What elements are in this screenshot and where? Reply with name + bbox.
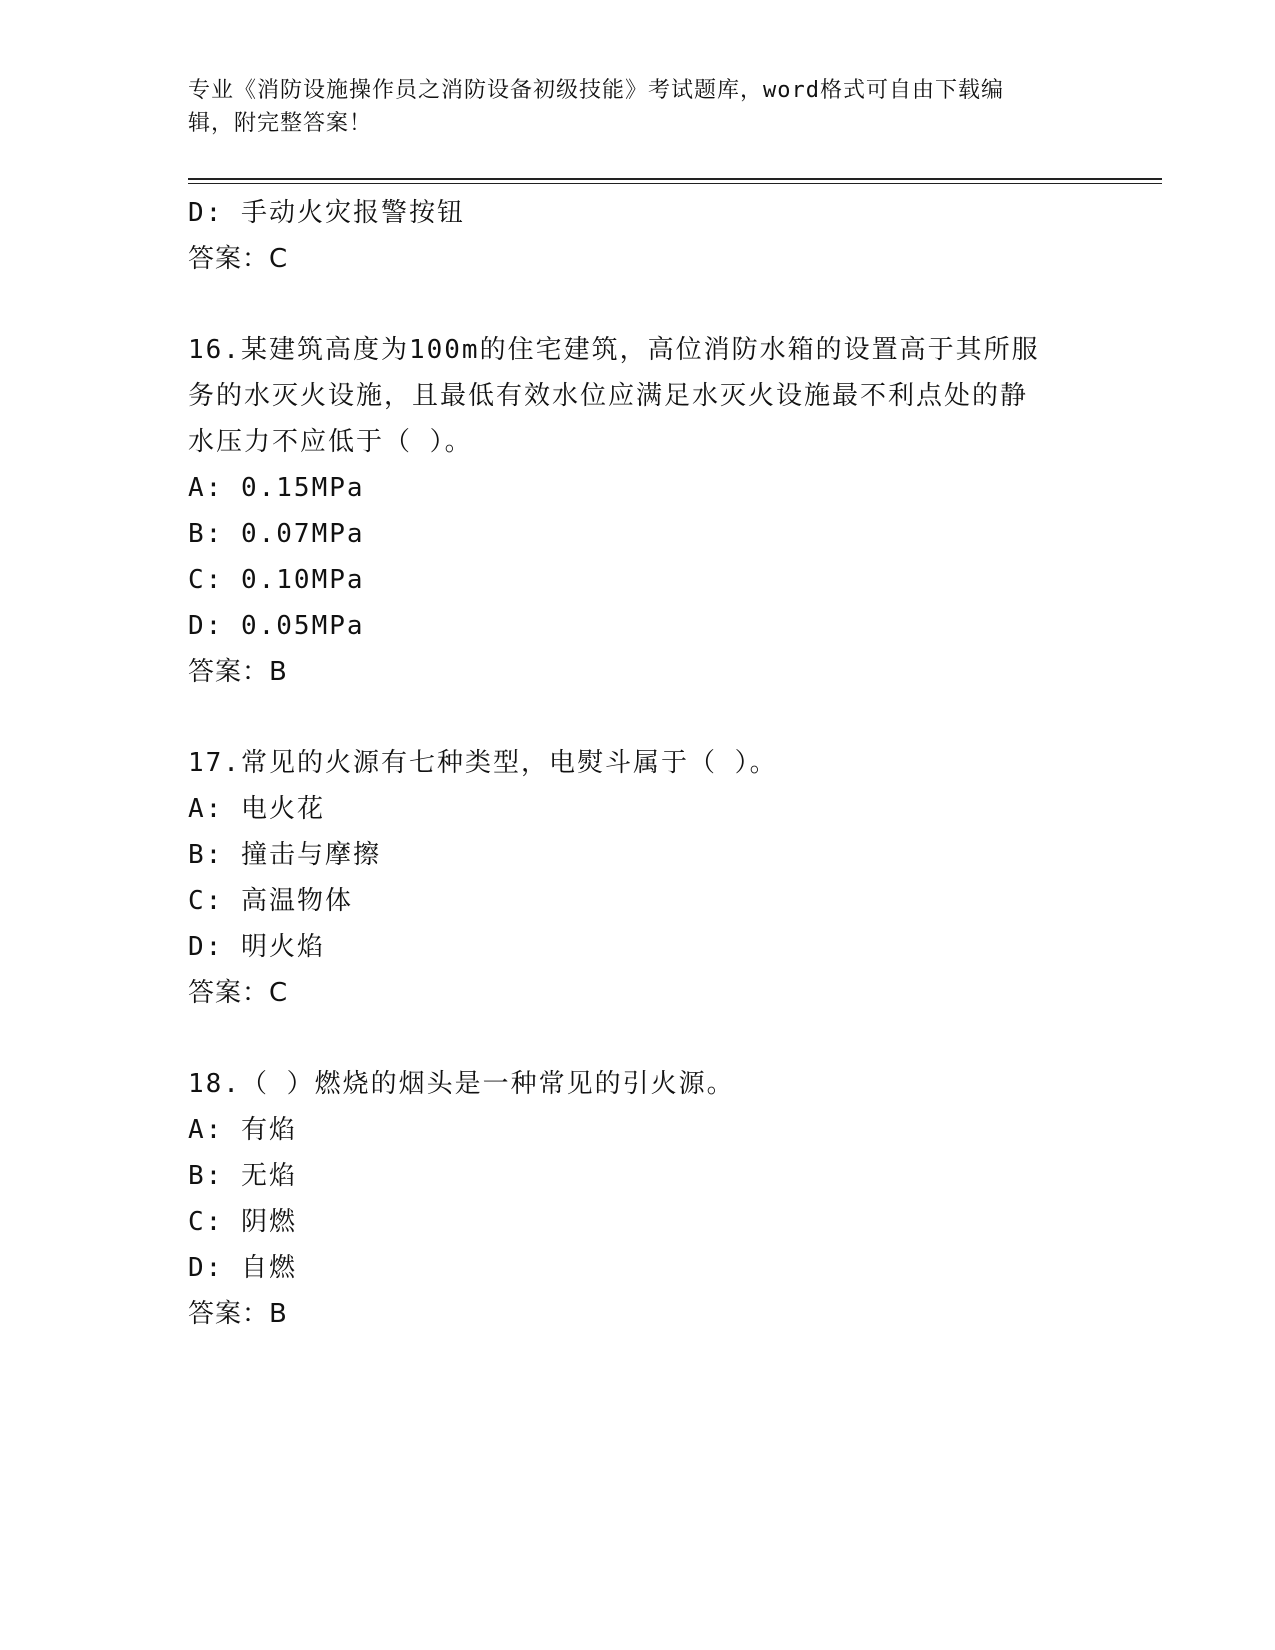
option-d: D: 手动火灾报警按钮 <box>188 198 465 228</box>
option-d: D: 自燃 <box>188 1253 297 1283</box>
option-c: C: 阴燃 <box>188 1207 297 1237</box>
answer: 答案：C <box>188 978 289 1008</box>
option-a: A: 电火花 <box>188 794 325 824</box>
answer: 答案：B <box>188 657 288 687</box>
header-rule-thick <box>188 178 1162 180</box>
option-a: A: 有焰 <box>188 1115 297 1145</box>
question-stem-line: 17.常见的火源有七种类型，电熨斗属于（ ）。 <box>188 748 778 778</box>
question-stem-line: 16.某建筑高度为100m的住宅建筑，高位消防水箱的设置高于其所服 <box>188 335 1040 365</box>
header-line-2: 辑，附完整答案！ <box>188 111 373 136</box>
option-d: D: 0.05MPa <box>188 611 365 641</box>
question-stem-line: 务的水灭火设施，且最低有效水位应满足水灭火设施最不利点处的静 <box>188 381 1029 411</box>
option-b: B: 无焰 <box>188 1161 297 1191</box>
option-c: C: 高温物体 <box>188 886 353 916</box>
header-line-1: 专业《消防设施操作员之消防设备初级技能》考试题库，word格式可自由下载编 <box>188 78 1004 103</box>
option-c: C: 0.10MPa <box>188 565 365 595</box>
answer: 答案：C <box>188 244 289 274</box>
question-18 <box>188 1061 1088 1337</box>
question-stem-line: 18.（ ）燃烧的烟头是一种常见的引火源。 <box>188 1069 735 1099</box>
question-17 <box>188 740 1088 1016</box>
question-stem-line: 水压力不应低于（ ）。 <box>188 427 473 457</box>
option-d: D: 明火焰 <box>188 932 325 962</box>
header-rule-thin <box>188 183 1162 184</box>
option-a: A: 0.15MPa <box>188 473 365 503</box>
answer: 答案：B <box>188 1299 288 1329</box>
question-content <box>188 190 1088 1337</box>
option-b: B: 撞击与摩擦 <box>188 840 381 870</box>
option-b: B: 0.07MPa <box>188 519 365 549</box>
document-header <box>188 74 1088 140</box>
question-16 <box>188 327 1088 695</box>
